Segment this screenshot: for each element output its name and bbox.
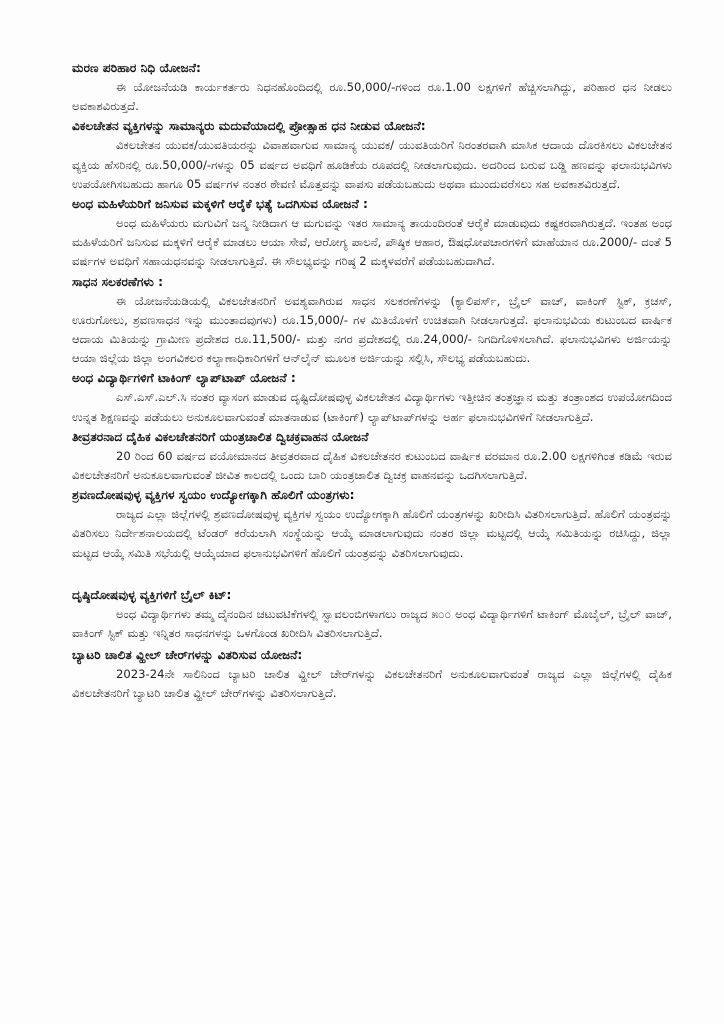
section-motorized-two-wheeler xyxy=(72,427,672,485)
section-body: ಎಸ್.ಎಸ್.ಎಲ್.ಸಿ ನಂತರ ವ್ಯಾಸಂಗ ಮಾಡುವ ದೃಷ್ಟಿದೋಷವುಳ್ಳ ವಿಕಲಚೇತನ ವಿದ್ಯಾರ್ಥಿಗಳು ಇತ್ತೀಚಿನ ತಂತ್ರಜ್ಞಾನ ಮತ್ತು ತಂತ್ರಾಂಶದ ಉಪಯೋಗದಿಂದ ಉನ್ನತ ಶಿಕ್ಷಣವನ್ನು ಪಡೆಯಲು ಅನುಕೂಲವಾಗುವಂತೆ ಮಾತನಾಡುವ (ಟಾಕಿಂಗ್) ಲ್ಯಾಪ್‌ಟಾಪ್‌ಗಳನ್ನು ಅರ್ಹ ಫಲಾನುಭವಿಗಳಿಗೆ ನೀಡಲಾಗುತ್ತಿದೆ. xyxy=(72,390,672,424)
section-heading: ಬ್ಯಾಟರಿ ಚಾಲಿತ ವ್ಹೀಲ್ ಚೇರ್‌ಗಳನ್ನು ವಿತರಿಸುವ ಯೋಜನೆ: xyxy=(72,648,303,663)
section-body: ಅಂಧ ಮಹಿಳೆಯರು ಮಗುವಿಗೆ ಜನ್ಮ ನೀಡಿದಾಗ ಆ ಮಗುವನ್ನು ಇತರ ಸಾಮಾನ್ಯ ತಾಯಂದಿರಂತೆ ಆರೈಕೆ ಮಾಡುವುದು ಕಷ್ಟಕರವಾಗಿರುತ್ತದೆ. ಇಂತಹ ಅಂಧ ಮಹಿಳೆಯರಿಗೆ ಜನಿಸುವ ಮಕ್ಕಳಿಗೆ ಆರೈಕೆ ಮಾಡಲು ಆಯಾ ಸೇವೆ, ಆರೋಗ್ಯ ಪಾಲನೆ, ಪೌಷ್ಠಿಕ ಆಹಾರ, ಔಷಧೋಪಚಾರಗಳಿಗೆ ಮಾಹೆಯಾನ ರೂ.2000/- ದಂತೆ 5 ವರ್ಷಗಳ ಅವಧಿಗೆ ಸಹಾಯಧನವನ್ನು ನೀಡಲಾಗುತ್ತಿದೆ. ಈ ಸೌಲಭ್ಯವನ್ನು ಗರಿಷ್ಠ 2 ಮಕ್ಕಳವರೆಗೆ ಪಡೆಯಬಹುದಾಗಿದೆ. xyxy=(72,216,672,269)
section-body: ವಿಕಲಚೇತನ ಯುವಕ/ಯುವತಿಯರನ್ನು ವಿವಾಹವಾಗುವ ಸಾಮಾನ್ಯ ಯುವಕ/ ಯುವತಿಯರಿಗೆ ನಿರಂತರವಾಗಿ ಮಾಸಿಕ ಆದಾಯ ದೊರಕಿಸಲು ವಿಕಲಚೇತನ ವ್ಯಕ್ತಿಯ ಹೆಸರಿನಲ್ಲಿ ರೂ.50,000/-ಗಳನ್ನು 05 ವರ್ಷದ ಅವಧಿಗೆ ಹೂಡಿಕೆಯ ರೂಪದಲ್ಲಿ ನೀಡಲಾಗುವುದು. ಅದರಿಂದ ಬರುವ ಬಡ್ಡಿ ಹಣವನ್ನು ಫಲಾನುಭವಿಗಳು ಉಪಯೋಗಿಸಬಹುದು ಹಾಗೂ 05 ವರ್ಷಗಳ ನಂತರ ಠೇವಣಿ ಮೊತ್ತವನ್ನು ವಾಪಸು ಪಡೆಯಬಹುದು ಅಥವಾ ಮುಂದುವರೆಸಲು ಸಹ ಅವಕಾಶವಿರುತ್ತದೆ. xyxy=(72,138,672,191)
section-heading: ದೃಷ್ಠಿದೋಷವುಳ್ಳ ವ್ಯಕ್ತಿಗಳಿಗೆ ಬ್ರೈಲ್ ಕಿಟ್: xyxy=(72,587,232,602)
section-talking-laptop xyxy=(72,368,672,426)
spacer xyxy=(72,563,672,585)
section-heading: ಮರಣ ಪರಿಹಾರ ನಿಧಿ ಯೋಜನೆ: xyxy=(72,61,201,75)
section-body: 2023-24ನೇ ಸಾಲಿನಿಂದ ಬ್ಯಾಟರಿ ಚಾಲಿತ ವ್ಹೀಲ್ ಚೇರ್‌ಗಳನ್ನು ವಿಕಲಚೇತನರಿಗೆ ಅನುಕೂಲವಾಗುವಂತೆ ರಾಜ್ಯದ ಎಲ್ಲಾ ಜಿಲ್ಲೆಗಳಲ್ಲಿ ದೈಹಿಕ ವಿಕಲಚೇತನರಿಗೆ ಬ್ಯಾಟರಿ ಚಾಲಿತ ವ್ಹೀಲ್ ಚೇರ್‌ಗಳನ್ನು ವಿತರಿಸಲಾಗುತ್ತಿದೆ. xyxy=(72,667,672,701)
document-body xyxy=(72,58,672,704)
section-heading: ವಿಕಲಚೇತನ ವ್ಯಕ್ತಿಗಳನ್ನು ಸಾಮಾನ್ಯರು ಮದುವೆಯಾದಲ್ಲಿ ಪ್ರೋತ್ಸಾಹ ಧನ ನೀಡುವ ಯೋಜನೆ: xyxy=(72,119,426,134)
section-marriage-incentive xyxy=(72,116,672,194)
section-heading: ಸಾಧನ ಸಲಕರಣೆಗಳು : xyxy=(72,274,164,289)
section-braille-kit xyxy=(72,585,672,643)
section-death-relief-fund xyxy=(72,58,672,116)
section-aids-appliances xyxy=(72,272,672,369)
section-body: ಈ ಯೋಜನೆಯಡಿಯಲ್ಲಿ ವಿಕಲಚೇತನರಿಗೆ ಅವಶ್ಯವಾಗಿರುವ ಸಾಧನ ಸಲಕರಣೆಗಳನ್ನು (ಕ್ಯಾಲಿಪರ್ಸ್, ಬ್ರೈಲ್ ವಾಚ್, ವಾಕಿಂಗ್ ಸ್ಟಿಕ್, ಕ್ರಚಸ್, ಊರುಗೋಲು, ಶ್ರವಣಸಾಧನ ಇನ್ನು ಮುಂತಾದವುಗಳು) ರೂ.15,000/- ಗಳ ಮಿತಿಯೊಳಗೆ ಉಚಿತವಾಗಿ ನೀಡಲಾಗುತ್ತದೆ. ಫಲಾನುಭವಿಯ ಕುಟುಂಬದ ವಾರ್ಷಿಕ ಆದಾಯ ಮಿತಿಯನ್ನು ಗ್ರಾಮೀಣ ಪ್ರದೇಶದ ರೂ.11,500/- ಮತ್ತು ನಗರ ಪ್ರದೇಶದಲ್ಲಿ ರೂ.24,000/- ನಿಗದಿಗೊಳಿಸಲಾಗಿದೆ. ಫಲಾನುಭವಿಗಳು ಅರ್ಜಿಯನ್ನು ಆಯಾ ಜಿಲ್ಲೆಯ ಜಿಲ್ಲಾ ಅಂಗವಿಕಲರ ಕಲ್ಯಾಣಾಧಿಕಾರಿಗಳಿಗೆ ಆನ್‌ಲೈನ್ ಮೂಲಕ ಅರ್ಜಿಯನ್ನು ಸಲ್ಲಿಸಿ, ಸೌಲಭ್ಯ ಪಡೆಯಬಹುದು. xyxy=(72,293,672,366)
section-battery-wheelchair xyxy=(72,645,672,703)
section-sewing-machines xyxy=(72,485,672,563)
section-body: ಅಂಧ ವಿದ್ಯಾರ್ಥಿಗಳು ತಮ್ಮ ದೈನಂದಿನ ಚಟುವಟಿಕೆಗಳಲ್ಲಿ ಸ್ವಾವಲಂಬಿಗಳಾಗಲು ರಾಜ್ಯದ ೫೦೦ ಅಂಧ ವಿದ್ಯಾರ್ಥಿಗಳಿಗೆ ಟಾಕಿಂಗ್ ಮೊಬೈಲ್, ಬ್ರೈಲ್ ವಾಚ್, ವಾಕಿಂಗ್ ಸ್ಟಿಕ್ ಮತ್ತು ಇನ್ನಿತರ ಸಾಧನಗಳನ್ನು ಒಳಗೊಂಡ ಖರೀದಿಸಿ ವಿತರಿಸಲಾಗುತ್ತಿದೆ. xyxy=(72,606,672,641)
section-body: ಈ ಯೋಜನೆಯಡಿ ಕಾರ್ಯಕರ್ತರು ನಿಧನಹೊಂದಿದಲ್ಲಿ ರೂ.50,000/-ಗಳಿಂದ ರೂ.1.00 ಲಕ್ಷಗಳಿಗೆ ಹೆಚ್ಚಿಸಲಾಗಿದ್ದು, ಪರಿಹಾರ ಧನ ನೀಡಲು ಅವಕಾಶವಿರುತ್ತದೆ. xyxy=(72,80,672,114)
section-body: 20 ರಿಂದ 60 ವರ್ಷದ ವಯೋಮಾನದ ತೀವ್ರತರವಾದ ದೈಹಿಕ ವಿಕಲಚೇತನರ ಕುಟುಂಬದ ವಾರ್ಷಿಕ ವರಮಾನ ರೂ.2.00 ಲಕ್ಷಗಳಿಗಿಂತ ಕಡಿಮೆ ಇರುವ ವಿಕಲಚೇತನರಿಗೆ ಅನುಕೂಲವಾಗುವಂತೆ ಜೀವಿತ ಕಾಲದಲ್ಲಿ ಒಂದು ಬಾರಿ ಯಂತ್ರಚಾಲಿತ ದ್ವಿಚಕ್ರ ವಾಹನವನ್ನು ಒದಗಿಸಲಾಗುತ್ತಿದೆ. xyxy=(72,448,672,483)
section-heading: ಅಂಧ ಮಹಿಳೆಯರಿಗೆ ಜನಿಸುವ ಮಕ್ಕಳಿಗೆ ಆರೈಕೆ ಭತ್ಯೆ ಒದಗಿಸುವ ಯೋಜನೆ : xyxy=(72,197,368,212)
section-blind-mothers-childcare xyxy=(72,194,672,272)
section-heading: ಶ್ರವಣದೋಷವುಳ್ಳ ವ್ಯಕ್ತಿಗಳ ಸ್ವಯಂ ಉದ್ಯೋಗಕ್ಕಾಗಿ ಹೊಲಿಗೆ ಯಂತ್ರಗಳು: xyxy=(72,488,355,503)
section-heading: ಅಂಧ ವಿದ್ಯಾರ್ಥಿಗಳಿಗೆ ಟಾಕಿಂಗ್ ಲ್ಯಾಪ್‌ಟಾಪ್ ಯೋಜನೆ : xyxy=(72,371,296,386)
section-heading: ತೀವ್ರತರನಾದ ದೈಹಿಕ ವಿಕಲಚೇತನರಿಗೆ ಯಂತ್ರಚಾಲಿತ ದ್ವಿಚಕ್ರವಾಹನ ಯೋಜನೆ xyxy=(72,429,369,444)
section-body: ರಾಜ್ಯದ ಎಲ್ಲಾ ಜಿಲ್ಲೆಗಳಲ್ಲಿ ಶ್ರವಣದೋಷವುಳ್ಳ ವ್ಯಕ್ತಿಗಳ ಸ್ವಯಂ ಉದ್ಯೋಗಕ್ಕಾಗಿ ಹೊಲಿಗೆ ಯಂತ್ರಗಳನ್ನು ಖರೀದಿಸಿ ವಿತರಿಸಲಾಗುತ್ತಿದೆ. ಹೊಲಿಗೆ ಯಂತ್ರವನ್ನು ವಿತರಿಸಲು ನಿರ್ದೇಶನಾಲಯದಲ್ಲಿ ಟೆಂಡರ್ ಕರೆಯಲಾಗಿ ಸಂಸ್ಥೆಯನ್ನು ಆಯ್ಕೆ ಮಾಡಲಾಗುವುದು ನಂತರ ಜಿಲ್ಲಾ ಮಟ್ಟದಲ್ಲಿ ಆಯ್ಕೆ ಸಮಿತಿಯನ್ನು ರಚಿಸಿದ್ದು, ಜಿಲ್ಲಾ ಮಟ್ಟದ ಆಯ್ಕೆ ಸಮಿತಿ ಸಭೆಯಲ್ಲಿ ಆಯ್ಕೆಯಾದ ಫಲಾನುಭವಿಗಳಿಗೆ ಹೊಲಿಗೆ ಯಂತ್ರವನ್ನು ವಿತರಿಸಲಾಗುವುದು. xyxy=(72,507,672,560)
